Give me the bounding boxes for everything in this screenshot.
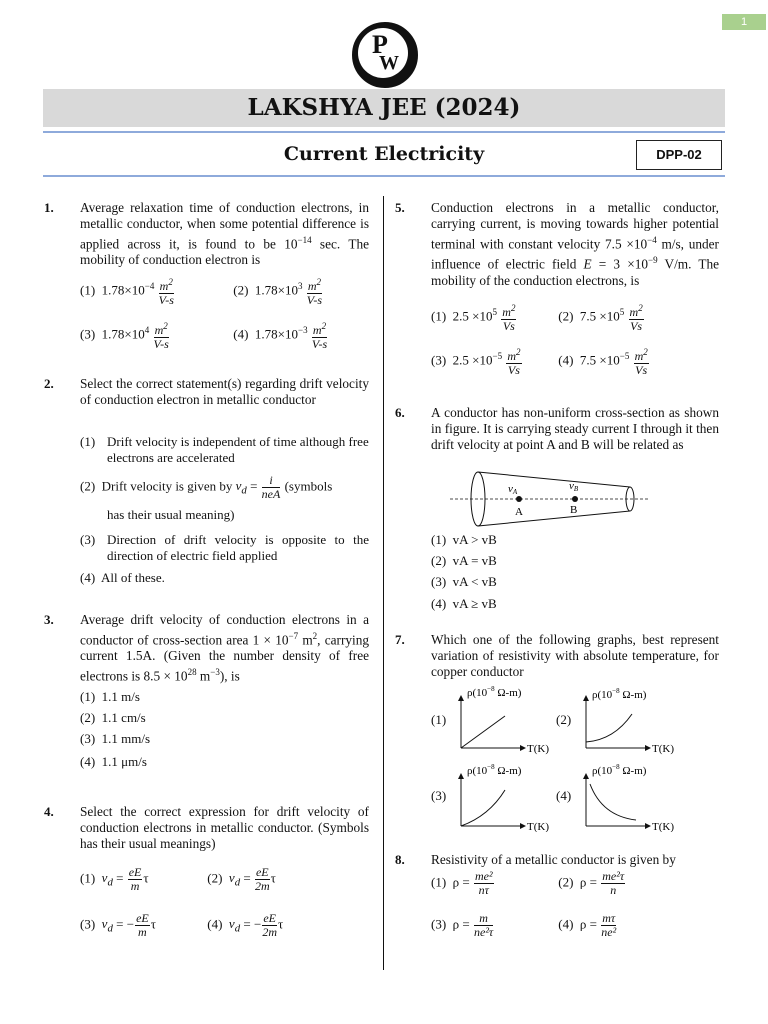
question-4-text: Select the correct expression for drift velocity of conduction electrons in metallic conductor. (Symbols has their usual meanings)	[80, 804, 369, 851]
logo-letter-p: P	[372, 30, 388, 59]
graph-option-label[interactable]: (4)	[556, 788, 572, 803]
option[interactable]: (2) $7.5 \times 10^5$ $\frac{m^2}{Vs}$	[558, 303, 643, 333]
curve	[586, 714, 632, 742]
option-row	[80, 320, 380, 364]
question-6-option[interactable]: (1) vA > vB	[431, 532, 497, 547]
y-axis-arrow	[458, 773, 464, 779]
point-a-marker	[516, 496, 522, 502]
option[interactable]: (4) $7.5 \times 10^{-5}$ $\frac{m^2}{Vs}$	[558, 347, 648, 377]
question-2-option-4[interactable]: (4) All of these.	[80, 570, 165, 585]
point-b-label: B	[570, 504, 578, 516]
question-2-option-1[interactable]: (1) Drift velocity is independent of time although free electrons are accelerated	[80, 434, 369, 465]
conductor-top-edge	[478, 472, 630, 487]
question-3-option[interactable]: (2) 1.1 cm/s	[80, 710, 146, 725]
question-6-option[interactable]: (3) vA < vB	[431, 574, 497, 589]
graph-3-convex[interactable]	[455, 760, 565, 832]
va-label: vA	[508, 483, 518, 496]
option[interactable]: (1) $1.78\times 10^{-4}$ $\frac{m^2}{V-s}$	[80, 277, 174, 307]
question-2-option-2[interactable]: (2) Drift velocity is given by $v_d$ = $\frac{i}{\text{neA}}$ (symbols has their usual meaning)	[80, 473, 333, 522]
graph-y-label: $\rho(10^{-8}$ Ω-m)	[467, 763, 522, 777]
question-7-text: Which one of the following graphs, best represent variation of resistivity with absolute temperature, for copper conductor	[431, 632, 719, 679]
graph-y-label: $\rho(10^{-8}$ Ω-m)	[467, 685, 522, 699]
subject-title: Current Electricity	[283, 143, 485, 165]
graph-option-label[interactable]: (1)	[431, 712, 447, 727]
x-axis-arrow	[645, 823, 651, 829]
question-1-text: Average relaxation time of conduction electrons, in metallic conductor, when some potential difference is applied across it, is found to be $10^{-14}$ sec. The mobility of conduction electron is	[80, 200, 369, 268]
question-2-text: Select the correct statement(s) regarding drift velocity of conduction electron in metallic conductor	[80, 376, 369, 407]
question-5-text: Conduction electrons in a metallic conductor, carrying current, is moving towards higher potential terminal with constant velocity $7.5 \times 10^{-4}$ m/s, under influence of electric field $E = 3 \times 10^{-9}$ V/m. The mobility of the conduction electrons, is	[431, 200, 719, 288]
option[interactable]: (4) $v_d$ = − $\frac{eE}{2m}$ τ	[207, 911, 284, 939]
question-number: 6.	[395, 405, 405, 420]
question-number: 1.	[44, 200, 54, 215]
graph-x-label: T(K)	[527, 743, 549, 755]
question-number: 8.	[395, 852, 405, 867]
graph-x-label: T(K)	[652, 743, 674, 755]
option[interactable]: (1) $v_d$ = $\frac{eE}{m}$ τ	[80, 865, 149, 893]
option[interactable]: (1) ρ = $\frac{\text{me²}}{n\tau}$	[431, 869, 493, 897]
x-axis-arrow	[520, 823, 526, 829]
pw-logo	[352, 22, 418, 88]
curve	[461, 790, 505, 826]
header-rule	[43, 131, 725, 133]
option[interactable]: (4) $1.78\times 10^{-3}$ $\frac{m^2}{V-s}$	[233, 321, 328, 351]
logo-letter-w: W	[379, 52, 399, 74]
graph-option-label[interactable]: (2)	[556, 712, 572, 727]
graph-option-label[interactable]: (3)	[431, 788, 447, 803]
graph-1-linear[interactable]	[455, 684, 565, 756]
graph-x-label: T(K)	[527, 821, 549, 832]
curve	[590, 784, 636, 820]
page-number-badge: 1	[722, 14, 766, 30]
question-6-text: A conductor has non-uniform cross-section as shown in figure. It is carrying steady current I through it then drift velocity at point A and B will be related as	[431, 405, 719, 452]
question-8-options	[431, 870, 731, 954]
graph-2-convex-offset[interactable]	[580, 684, 700, 756]
question-number: 3.	[44, 612, 54, 627]
option[interactable]: (3) ρ = $\frac{m}{\text{ne²τ}}$	[431, 911, 494, 939]
graph-4-decreasing[interactable]	[580, 760, 700, 832]
y-axis-arrow	[583, 695, 589, 701]
question-6-option[interactable]: (4) vA ≥ vB	[431, 596, 497, 611]
question-4-options	[80, 866, 380, 958]
option[interactable]: (4) ρ = $\frac{m\tau}{\text{ne²}}$	[558, 911, 617, 939]
conductor-bottom-edge	[478, 511, 630, 526]
conical-conductor-figure	[450, 470, 650, 530]
option[interactable]: (1) $2.5 \times 10^5$ $\frac{m^2}{Vs}$	[431, 303, 516, 333]
graph-y-label: $\rho(10^{-8}$ Ω-m)	[592, 687, 647, 701]
question-8-text: Resistivity of a metallic conductor is given by	[431, 852, 676, 867]
graph-x-label: T(K)	[652, 821, 674, 832]
dpp-code-box: DPP-02	[636, 140, 722, 170]
x-axis-arrow	[645, 745, 651, 751]
question-number: 7.	[395, 632, 405, 647]
option[interactable]: (2) ρ = $\frac{\text{me²τ}}{n}$	[558, 869, 625, 897]
question-2-option-3[interactable]: (3) Direction of drift velocity is opposite to the direction of electric field applied	[80, 532, 369, 563]
option-row	[80, 276, 380, 320]
question-1-options	[80, 276, 380, 364]
header-rule-bottom	[43, 175, 725, 177]
curve	[461, 716, 505, 748]
question-6-option[interactable]: (2) vA = vB	[431, 553, 497, 568]
question-number: 4.	[44, 804, 54, 819]
question-3-option[interactable]: (4) 1.1 μm/s	[80, 754, 147, 769]
option[interactable]: (3) $2.5 \times 10^{-5}$ $\frac{m^2}{Vs}$	[431, 347, 521, 377]
option[interactable]: (2) $1.78\times 10^3$ $\frac{m^2}{V-s}$	[233, 277, 323, 307]
question-3-option[interactable]: (1) 1.1 m/s	[80, 689, 140, 704]
page-title: LAKSHYA JEE (2024)	[247, 94, 521, 121]
column-divider	[383, 196, 384, 970]
question-number: 2.	[44, 376, 54, 391]
x-axis-arrow	[520, 745, 526, 751]
option[interactable]: (3) $1.78\times 10^4$ $\frac{m^2}{V-s}$	[80, 321, 169, 351]
y-axis-arrow	[458, 695, 464, 701]
question-3-text: Average drift velocity of conduction electrons in a conductor of cross-section area $1 \times 10^{-7}$ $m^2$, carrying current 1.5A. (Given the number density of free electrons is $8.5 \times 10^{28}$ $m^{-3}$), is	[80, 612, 370, 684]
y-axis-arrow	[583, 773, 589, 779]
point-b-marker	[572, 496, 578, 502]
graph-y-label: $\rho(10^{-8}$ Ω-m)	[592, 763, 647, 777]
question-3-option[interactable]: (3) 1.1 mm/s	[80, 731, 151, 746]
option[interactable]: (3) $v_d$ = − $\frac{eE}{m}$ τ	[80, 911, 156, 939]
vb-label: vB	[569, 480, 579, 493]
question-5-options	[431, 302, 731, 390]
point-a-label: A	[515, 506, 523, 518]
question-number: 5.	[395, 200, 405, 215]
option[interactable]: (2) $v_d$ = $\frac{eE}{2m}$ τ	[207, 865, 276, 893]
